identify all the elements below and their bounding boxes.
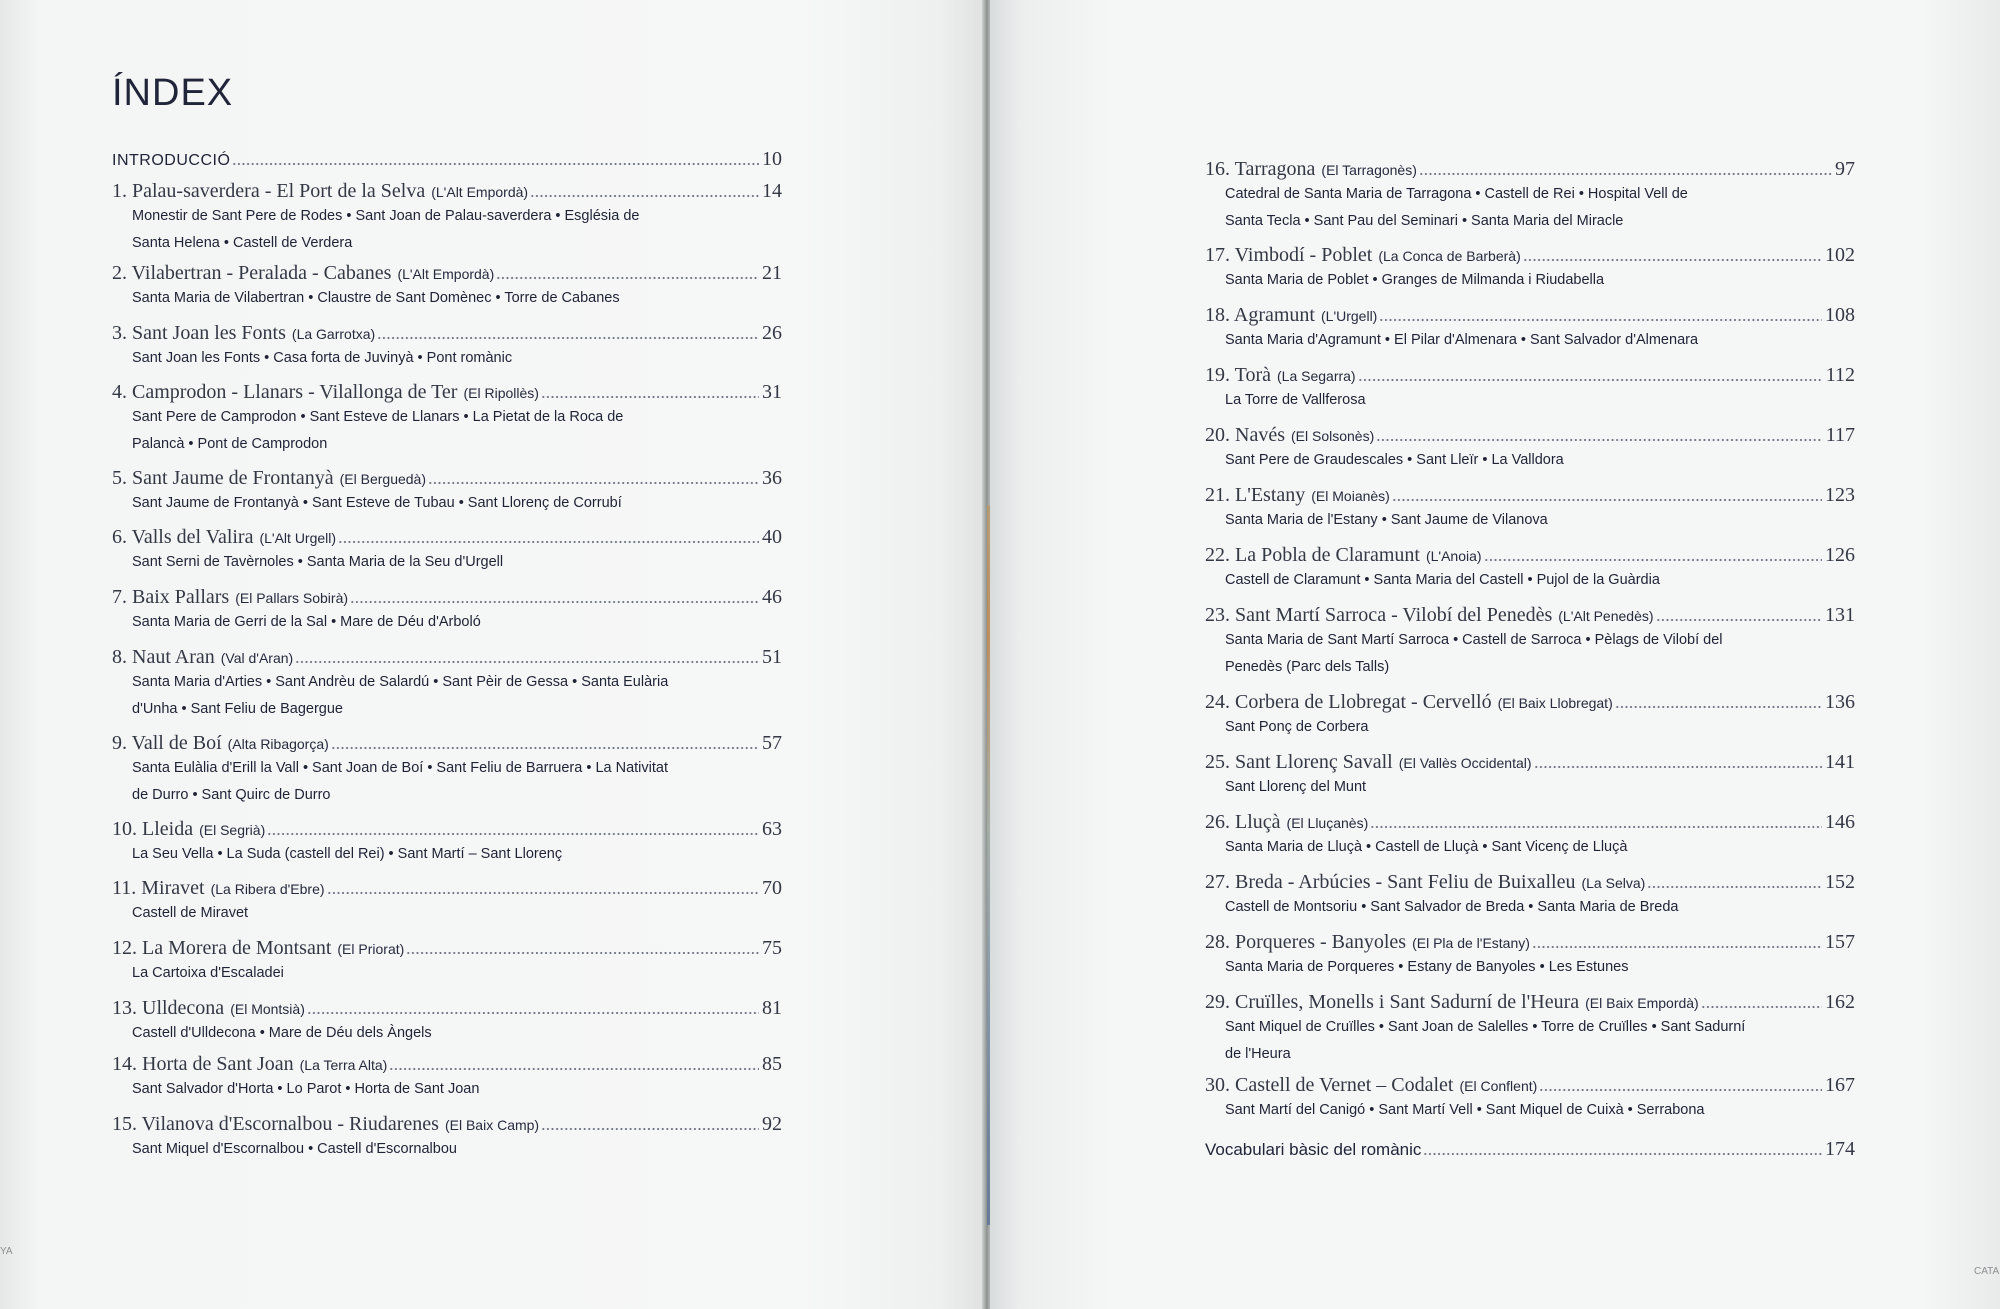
toc-entry-23[interactable] xyxy=(1205,604,1855,681)
entry-title: 27. Breda - Arbúcies - Sant Feliu de Buixalleu xyxy=(1205,871,1576,893)
entry-sites: La Cartoixa d'Escaladei xyxy=(132,965,284,981)
entry-title: 29. Cruïlles, Monells i Sant Sadurní de l'Heura xyxy=(1205,991,1580,1013)
dot-leader xyxy=(331,735,759,749)
dot-leader xyxy=(1656,607,1822,621)
vocabulary-label: Vocabulari bàsic del romànic xyxy=(1205,1140,1422,1159)
page-number: 85 xyxy=(762,1053,782,1075)
entry-title: 12. La Morera de Montsant xyxy=(112,937,332,959)
entry-sites: Castell de Miravet xyxy=(132,905,249,921)
entry-region: (L'Alt Urgell) xyxy=(259,530,337,546)
page-number: 26 xyxy=(762,322,782,344)
page-number: 63 xyxy=(762,818,782,840)
dot-leader xyxy=(1523,247,1822,261)
dot-leader xyxy=(1370,814,1822,828)
entry-region: (El Berguedà) xyxy=(339,471,427,487)
entry-title: 4. Camprodon - Llanars - Vilallonga de Ter xyxy=(112,381,458,403)
entry-title: 16. Tarragona xyxy=(1205,158,1316,180)
page-number: 57 xyxy=(762,732,782,754)
dot-leader xyxy=(1532,934,1822,948)
entry-sites: Santa Maria de Lluçà • Castell de Lluçà • Sant Vicenç de Lluçà xyxy=(1225,839,1628,855)
entry-title: 9. Vall de Boí xyxy=(112,732,222,754)
entry-sites: Sant Martí del Canigó • Sant Martí Vell • Sant Miquel de Cuixà • Serrabona xyxy=(1225,1102,1705,1118)
toc-entry-12[interactable] xyxy=(112,937,782,987)
intro-label: INTRODUCCIÓ xyxy=(112,152,231,169)
toc-entry-2[interactable] xyxy=(112,262,782,312)
toc-entry-15[interactable] xyxy=(112,1113,782,1163)
entry-region: (El Vallès Occidental) xyxy=(1398,755,1532,771)
entry-region: (L'Anoia) xyxy=(1425,548,1482,564)
page-number: 157 xyxy=(1825,931,1855,953)
entry-title: 18. Agramunt xyxy=(1205,304,1315,326)
entry-region: (El Segrià) xyxy=(199,822,266,838)
entry-title: 26. Lluçà xyxy=(1205,811,1281,833)
page-number: 81 xyxy=(762,997,782,1019)
entry-region: (El Baix Camp) xyxy=(444,1117,540,1133)
entry-region: (El Pla de l'Estany) xyxy=(1412,935,1530,951)
toc-entry-21[interactable] xyxy=(1205,484,1855,534)
page-number: 123 xyxy=(1825,484,1855,506)
entry-title: 10. Lleida xyxy=(112,818,194,840)
entry-region: (El Solsonès) xyxy=(1290,428,1375,444)
entry-region: (El Conflent) xyxy=(1459,1078,1538,1094)
toc-entry-22[interactable] xyxy=(1205,544,1855,594)
dot-leader xyxy=(1358,367,1823,381)
dot-leader xyxy=(496,265,759,279)
entry-sites: Santa Maria d'Agramunt • El Pilar d'Almenara • Sant Salvador d'Almenara xyxy=(1225,332,1699,348)
page-number: 146 xyxy=(1825,811,1855,833)
entry-sites: Santa Maria de Porqueres • Estany de Banyoles • Les Estunes xyxy=(1225,959,1629,975)
entry-title: 20. Navés xyxy=(1205,424,1285,446)
entry-title: 21. L'Estany xyxy=(1205,484,1306,506)
entry-title: 11. Miravet xyxy=(112,877,205,899)
entry-title: 30. Castell de Vernet – Codalet xyxy=(1205,1074,1454,1096)
dot-leader xyxy=(428,470,759,484)
left-page xyxy=(0,0,985,1309)
page-number: 112 xyxy=(1825,364,1855,386)
dot-leader xyxy=(232,151,759,165)
page-number: 97 xyxy=(1835,158,1855,180)
dot-leader xyxy=(377,325,759,339)
entry-sites: Sant Joan les Fonts • Casa forta de Juvinyà • Pont romànic xyxy=(132,350,513,366)
toc-entry-11[interactable] xyxy=(112,877,782,927)
entry-region: (El Montsià) xyxy=(230,1001,305,1017)
entry-sites: La Torre de Vallferosa xyxy=(1225,392,1366,408)
entry-sites: Santa Maria de Sant Martí Sarroca • Castell de Sarroca • Pèlags de Vilobí del Penedès (Parc dels Talls) xyxy=(1225,632,1723,675)
dot-leader xyxy=(406,940,759,954)
entry-region: (Val d'Aran) xyxy=(220,650,294,666)
toc-entry-25[interactable] xyxy=(1205,751,1855,801)
entry-sites: Sant Ponç de Corbera xyxy=(1225,719,1369,735)
dot-leader xyxy=(1484,547,1822,561)
toc-entry-16[interactable] xyxy=(1205,158,1855,235)
entry-sites: Sant Pere de Camprodon • Sant Esteve de Llanars • La Pietat de la Roca de Palancà • Pont de Camprodon xyxy=(132,409,624,452)
toc-entry-9[interactable] xyxy=(112,732,782,809)
toc-entry-1[interactable] xyxy=(112,180,782,257)
dot-leader xyxy=(541,1116,759,1130)
entry-sites: Santa Maria de l'Estany • Sant Jaume de Vilanova xyxy=(1225,512,1548,528)
entry-title: 3. Sant Joan les Fonts xyxy=(112,322,286,344)
entry-region: (Alta Ribagorça) xyxy=(227,736,329,752)
page-number: 70 xyxy=(762,877,782,899)
right-page xyxy=(990,0,2000,1309)
toc-entry-29[interactable] xyxy=(1205,991,1855,1068)
entry-region: (El Pallars Sobirà) xyxy=(235,590,349,606)
dot-leader xyxy=(541,384,759,398)
entry-sites: Catedral de Santa Maria de Tarragona • Castell de Rei • Hospital Vell de Santa Tecla • Sant Pau del Seminari • Santa Maria del Miracle xyxy=(1225,186,1688,229)
entry-title: 25. Sant Llorenç Savall xyxy=(1205,751,1393,773)
entry-title: 22. La Pobla de Claramunt xyxy=(1205,544,1420,566)
entry-region: (La Terra Alta) xyxy=(299,1057,388,1073)
dot-leader xyxy=(1379,307,1822,321)
page-number: 141 xyxy=(1825,751,1855,773)
toc-entry-24[interactable] xyxy=(1205,691,1855,741)
dot-leader xyxy=(338,529,759,543)
page-number: 174 xyxy=(1825,1138,1855,1160)
toc-entry-13[interactable] xyxy=(112,997,782,1047)
entry-title: 2. Vilabertran - Peralada - Cabanes xyxy=(112,262,392,284)
entry-title: 13. Ulldecona xyxy=(112,997,225,1019)
entry-sites: Santa Maria de Gerri de la Sal • Mare de Déu d'Arboló xyxy=(132,614,481,630)
page-number: 10 xyxy=(762,148,782,170)
page-number: 31 xyxy=(762,381,782,403)
entry-region: (La Selva) xyxy=(1581,875,1646,891)
dot-leader xyxy=(327,880,759,894)
entry-region: (El Baix Empordà) xyxy=(1585,995,1699,1011)
page-number: 75 xyxy=(762,937,782,959)
entry-sites: Santa Eulàlia d'Erill la Vall • Sant Joan de Boí • Sant Feliu de Barruera • La Nativitat de Durro • Sant Quirc de Durro xyxy=(132,760,668,803)
entry-region: (La Segarra) xyxy=(1277,368,1356,384)
entry-sites: Sant Llorenç del Munt xyxy=(1225,779,1367,795)
page-number: 117 xyxy=(1825,424,1855,446)
dot-leader xyxy=(1392,487,1822,501)
page-number: 92 xyxy=(762,1113,782,1135)
entry-title: 17. Vimbodí - Poblet xyxy=(1205,244,1373,266)
entry-title: 7. Baix Pallars xyxy=(112,586,230,608)
entry-sites: Santa Maria de Vilabertran • Claustre de Sant Domènec • Torre de Cabanes xyxy=(132,290,620,306)
dot-leader xyxy=(1423,1141,1822,1155)
entry-sites: Sant Miquel d'Escornalbou • Castell d'Escornalbou xyxy=(132,1141,457,1157)
toc-entry-4[interactable] xyxy=(112,381,782,458)
entry-region: (El Baix Llobregat) xyxy=(1497,695,1613,711)
toc-entry-30[interactable] xyxy=(1205,1074,1855,1124)
entry-region: (La Ribera d'Ebre) xyxy=(210,881,325,897)
page-number: 126 xyxy=(1825,544,1855,566)
dot-leader xyxy=(1419,161,1832,175)
toc-entry-20[interactable] xyxy=(1205,424,1855,474)
toc-entry-26[interactable] xyxy=(1205,811,1855,861)
entry-sites: Sant Miquel de Cruïlles • Sant Joan de Salelles • Torre de Cruïlles • Sant Sadurní de l'Heura xyxy=(1225,1019,1746,1062)
dot-leader xyxy=(350,589,759,603)
page-number: 167 xyxy=(1825,1074,1855,1096)
dot-leader xyxy=(307,1000,759,1014)
dot-leader xyxy=(1615,694,1822,708)
dot-leader xyxy=(1701,994,1822,1008)
toc-entry-28[interactable] xyxy=(1205,931,1855,981)
entry-sites: Castell de Montsoriu • Sant Salvador de Breda • Santa Maria de Breda xyxy=(1225,899,1679,915)
entry-sites: Sant Salvador d'Horta • Lo Parot • Horta de Sant Joan xyxy=(132,1081,480,1097)
entry-sites: Sant Pere de Graudescales • Sant Lleïr • La Valldora xyxy=(1225,452,1564,468)
entry-region: (L'Urgell) xyxy=(1321,308,1378,324)
entry-title: 14. Horta de Sant Joan xyxy=(112,1053,294,1075)
entry-region: (L'Alt Empordà) xyxy=(397,266,495,282)
entry-sites: Santa Maria de Poblet • Granges de Milmanda i Riudabella xyxy=(1225,272,1605,288)
entry-region: (El Tarragonès) xyxy=(1321,162,1417,178)
dot-leader xyxy=(1647,874,1822,888)
entry-title: 6. Valls del Valira xyxy=(112,526,254,548)
vocabulary-entry[interactable] xyxy=(1205,1138,1855,1161)
toc-entry-14[interactable] xyxy=(112,1053,782,1103)
entry-title: 1. Palau-saverdera - El Port de la Selva xyxy=(112,180,426,202)
toc-entry-10[interactable] xyxy=(112,818,782,868)
dot-leader xyxy=(389,1056,759,1070)
page-number: 40 xyxy=(762,526,782,548)
entry-sites: Castell d'Ulldecona • Mare de Déu dels Àngels xyxy=(132,1025,432,1041)
entry-title: 8. Naut Aran xyxy=(112,646,215,668)
entry-sites: Santa Maria d'Arties • Sant Andrèu de Salardú • Sant Pèir de Gessa • Santa Eulària d'Unha • Sant Feliu de Bagergue xyxy=(132,674,669,717)
page-number: 14 xyxy=(762,180,782,202)
entry-region: (El Moianès) xyxy=(1311,488,1390,504)
entry-title: 15. Vilanova d'Escornalbou - Riudarenes xyxy=(112,1113,439,1135)
page-number: 46 xyxy=(762,586,782,608)
page-number: 131 xyxy=(1825,604,1855,626)
entry-region: (La Conca de Barberà) xyxy=(1378,248,1521,264)
toc-entry-8[interactable] xyxy=(112,646,782,723)
intro-entry[interactable] xyxy=(112,148,782,171)
entry-title: 24. Corbera de Llobregat - Cervelló xyxy=(1205,691,1492,713)
toc-entry-17[interactable] xyxy=(1205,244,1855,294)
entry-region: (El Priorat) xyxy=(337,941,405,957)
toc-entry-6[interactable] xyxy=(112,526,782,576)
toc-entry-27[interactable] xyxy=(1205,871,1855,921)
toc-entry-18[interactable] xyxy=(1205,304,1855,354)
dot-leader xyxy=(530,183,759,197)
entry-title: 19. Torà xyxy=(1205,364,1271,386)
page-number: 21 xyxy=(762,262,782,284)
page-number: 108 xyxy=(1825,304,1855,326)
toc-entry-5[interactable] xyxy=(112,467,782,517)
entry-sites: Sant Serni de Tavèrnoles • Santa Maria de la Seu d'Urgell xyxy=(132,554,504,570)
page-title: ÍNDEX xyxy=(112,72,234,114)
toc-entry-3[interactable] xyxy=(112,322,782,372)
corner-mark-left: YA xyxy=(0,1246,13,1257)
dot-leader xyxy=(1539,1077,1822,1091)
entry-region: (L'Alt Empordà) xyxy=(431,184,529,200)
entry-region: (L'Alt Penedès) xyxy=(1558,608,1654,624)
page-number: 36 xyxy=(762,467,782,489)
toc-entry-19[interactable] xyxy=(1205,364,1855,414)
entry-sites: La Seu Vella • La Suda (castell del Rei) • Sant Martí – Sant Llorenç xyxy=(132,846,563,862)
entry-region: (El Ripollès) xyxy=(463,385,539,401)
page-number: 136 xyxy=(1825,691,1855,713)
dot-leader xyxy=(1376,427,1822,441)
entry-title: 23. Sant Martí Sarroca - Vilobí del Penedès xyxy=(1205,604,1553,626)
entry-title: 28. Porqueres - Banyoles xyxy=(1205,931,1407,953)
entry-sites: Monestir de Sant Pere de Rodes • Sant Joan de Palau-saverdera • Església de Santa Helena • Castell de Verdera xyxy=(132,208,640,251)
dot-leader xyxy=(1534,754,1822,768)
page-number: 162 xyxy=(1825,991,1855,1013)
entry-region: (La Garrotxa) xyxy=(291,326,376,342)
page-number: 152 xyxy=(1825,871,1855,893)
entry-sites: Sant Jaume de Frontanyà • Sant Esteve de Tubau • Sant Llorenç de Corrubí xyxy=(132,495,622,511)
entry-region: (El Lluçanès) xyxy=(1286,815,1369,831)
dot-leader xyxy=(267,821,759,835)
dot-leader xyxy=(295,649,759,663)
corner-mark-right: CATA xyxy=(1974,1266,2000,1277)
entry-title: 5. Sant Jaume de Frontanyà xyxy=(112,467,334,489)
page-number: 51 xyxy=(762,646,782,668)
page-number: 102 xyxy=(1825,244,1855,266)
toc-entry-7[interactable] xyxy=(112,586,782,636)
entry-sites: Castell de Claramunt • Santa Maria del Castell • Pujol de la Guàrdia xyxy=(1225,572,1660,588)
